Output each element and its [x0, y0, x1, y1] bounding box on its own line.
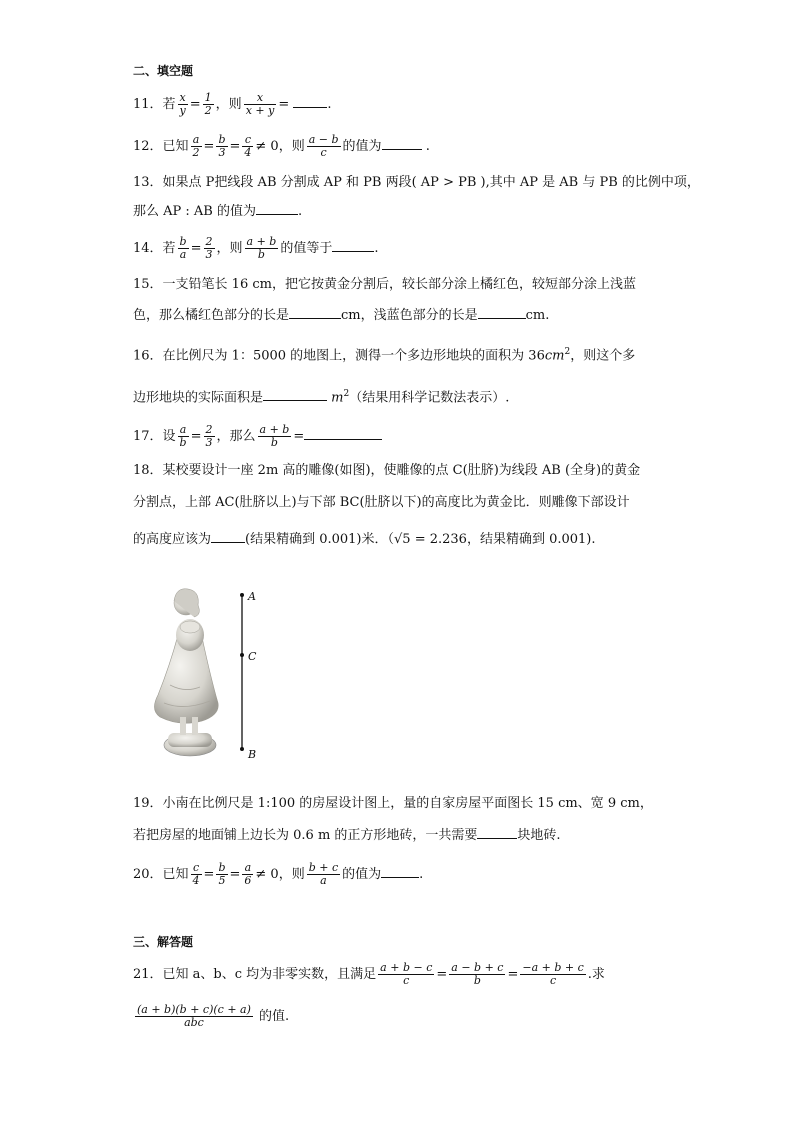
fraction: $\frac{b + c}{a}$	[308, 861, 339, 887]
point-b	[240, 747, 244, 751]
question-17: 17．设 $\frac{a}{b}$ = $\frac{2}{3}$ ，那么 $\frac{a + b}{b}$ =	[133, 424, 382, 449]
fraction: $\frac{2}{3}$	[205, 423, 213, 449]
label-a: A	[248, 590, 256, 603]
label-c: C	[248, 650, 257, 663]
answer-blank	[381, 865, 419, 878]
fraction: $\frac{-a + b + c}{c}$	[522, 961, 584, 987]
question-14: 14．若 $\frac{b}{a}$ = $\frac{2}{3}$ ，则 $\frac{a + b}{b}$ 的值等于 .	[133, 235, 379, 261]
fraction: $\frac{1}{2}$	[204, 91, 212, 117]
question-13-line-2: 那么 AP : AB 的值为 .	[133, 204, 303, 219]
fraction: $\frac{a}{2}$	[192, 133, 200, 159]
fraction: $\frac{a + b}{b}$	[246, 235, 277, 261]
answer-blank	[478, 306, 526, 319]
segment-ab	[236, 575, 276, 765]
statue-figure	[140, 575, 280, 775]
question-15-line-2: 色，那么橘红色部分的长是 cm，浅蓝色部分的长是 cm.	[133, 308, 550, 323]
answer-blank	[477, 826, 517, 839]
question-16-line-1: 16．在比例尺为 1：5000 的地图上，测得一个多边形地块的面积为 $36cm^2$，则这个多	[133, 347, 636, 364]
question-15-line-1: 15．一支铅笔长 16 cm，把它按黄金分割后，较长部分涂上橘红色，较短部分涂上浅蓝	[133, 277, 636, 292]
answer-blank	[211, 530, 245, 543]
answer-blank	[293, 95, 327, 108]
point-a	[240, 593, 244, 597]
question-16-line-2: 边形地块的实际面积是 $m^2$（结果用科学记数法表示）.	[133, 389, 510, 406]
fraction: $\frac{b}{3}$	[218, 133, 226, 159]
q11-text: 11．若	[133, 97, 176, 112]
fraction: $\frac{a - b + c}{b}$	[451, 961, 504, 987]
question-20: 20．已知 $\frac{c}{4}$ = $\frac{b}{5}$ = $\frac{a}{6}$ ≠ 0，则 $\frac{b + c}{a}$ 的值为 .	[133, 861, 424, 887]
answer-blank	[289, 306, 341, 319]
fraction: $\frac{x}{x + y}$	[245, 91, 275, 117]
question-18-line-2: 分割点，上部 AC(肚脐以上)与下部 BC(肚脐以下)的高度比为黄金比．则雕像下部设计	[133, 495, 630, 510]
answer-blank	[382, 137, 422, 150]
label-b: B	[248, 748, 257, 761]
fraction: $\frac{a}{6}$	[244, 861, 252, 887]
answer-blank	[263, 388, 327, 401]
question-13-line-1: 13．如果点 P把线段 AB 分割成 AP 和 PB 两段( AP > PB ),其中 AP 是 AB 与 PB 的比例中项，	[133, 175, 700, 190]
fraction: $\frac{a + b}{b}$	[259, 423, 290, 449]
fraction: $\frac{b}{a}$	[179, 235, 187, 261]
answer-blank	[332, 239, 374, 252]
fraction: $\frac{2}{3}$	[205, 235, 213, 261]
point-c	[240, 653, 244, 657]
question-21-line-2: $\frac{(a + b)(b + c)(c + a)}{\text{abc}}$ 的值.	[137, 1003, 290, 1029]
section-2-title: 二、填空题	[133, 64, 194, 78]
fraction: $\frac{(a + b)(b + c)(c + a)}{\text{abc}}$	[137, 1003, 251, 1029]
question-19-line-2: 若把房屋的地面铺上边长为 0.6 m 的正方形地砖，一共需要 块地砖.	[133, 828, 561, 843]
fraction: $\frac{a}{b}$	[179, 423, 187, 449]
question-11: 11．若 $\frac{x}{y}$ = $\frac{1}{2}$ ，则 $\frac{x}{x + y}$ = .	[133, 91, 332, 117]
section-3-title: 三、解答题	[133, 935, 194, 949]
fraction: $\frac{c}{4}$	[192, 861, 200, 887]
question-19-line-1: 19．小南在比例尺是 1:100 的房屋设计图上，量的自家房屋平面图长 15 cm、宽 9 cm，	[133, 796, 653, 811]
fraction: $\frac{a + b - c}{c}$	[380, 961, 433, 987]
fraction: $\frac{x}{y}$	[179, 91, 186, 117]
fraction: $\frac{c}{4}$	[244, 133, 252, 159]
question-21-line-1: 21．已知 a、b、c 均为非零实数，且满足 $\frac{a + b - c}{c}$ = $\frac{a - b + c}{b}$ = $\frac{-a + b + c}{c}$ .求	[133, 961, 605, 987]
fraction: $\frac{a - b}{c}$	[308, 133, 339, 159]
question-18-line-1: 18．某校要设计一座 2m 高的雕像(如图)，使雕像的点 C(肚脐)为线段 AB (全身)的黄金	[133, 463, 641, 478]
question-12: 12．已知 $\frac{a}{2}$ = $\frac{b}{3}$ = $\frac{c}{4}$ ≠ 0，则 $\frac{a - b}{c}$ 的值为 .	[133, 133, 430, 159]
answer-blank	[256, 202, 298, 215]
fraction: $\frac{b}{5}$	[218, 861, 226, 887]
question-18-line-3: 的高度应该为 (结果精确到 0.001)米．（√5 = 2.236，结果精确到 0.001).	[133, 532, 596, 547]
answer-blank	[304, 427, 382, 440]
